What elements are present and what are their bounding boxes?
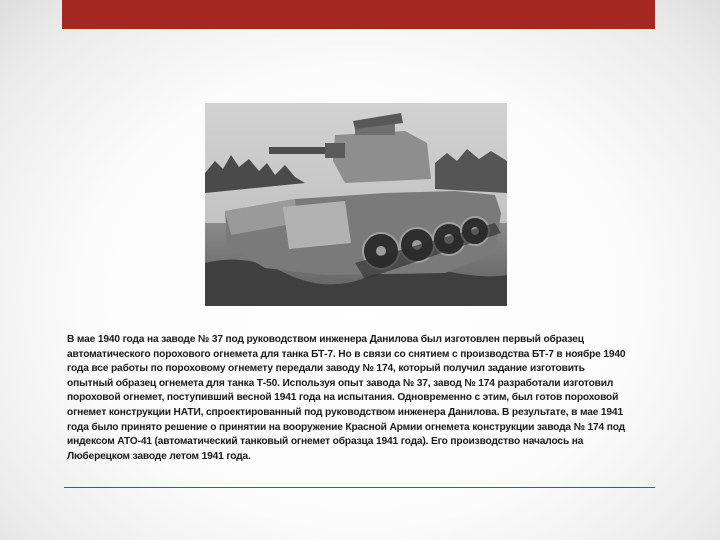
tank-photo [205, 103, 507, 306]
bottom-rule [64, 487, 655, 488]
body-paragraph: В мае 1940 года на заводе № 37 под руководством инженера Данилова был изготовлен первый образец автоматического порохового огнемета для танка БТ-7. Но в связи со снятием с производства БТ-7 в ноябре 1940 года все работы по пороховому огнемету передали заводу № 174, который получил задание изготовить опытный образец огнемета для танка Т-50. Используя опыт завода № 37, завод № 174 разработали изготовил пороховой огнемет, поступивший весной 1941 года на испытания. Одновременно с этим, был готов пороховой огнемет конструкции НАТИ, спроектированный под руководством инженера Данилова. В результате, в мае 1941 года было принято решение о принятии на вооружение Красной Армии огнемета конструкции завода № 174 под индексом АТО-41 (автоматический танковый огнемет образца 1941 года). Его производство началось на Люберецком заводе летом 1941 года. [67, 334, 626, 462]
title-bar [62, 0, 655, 29]
